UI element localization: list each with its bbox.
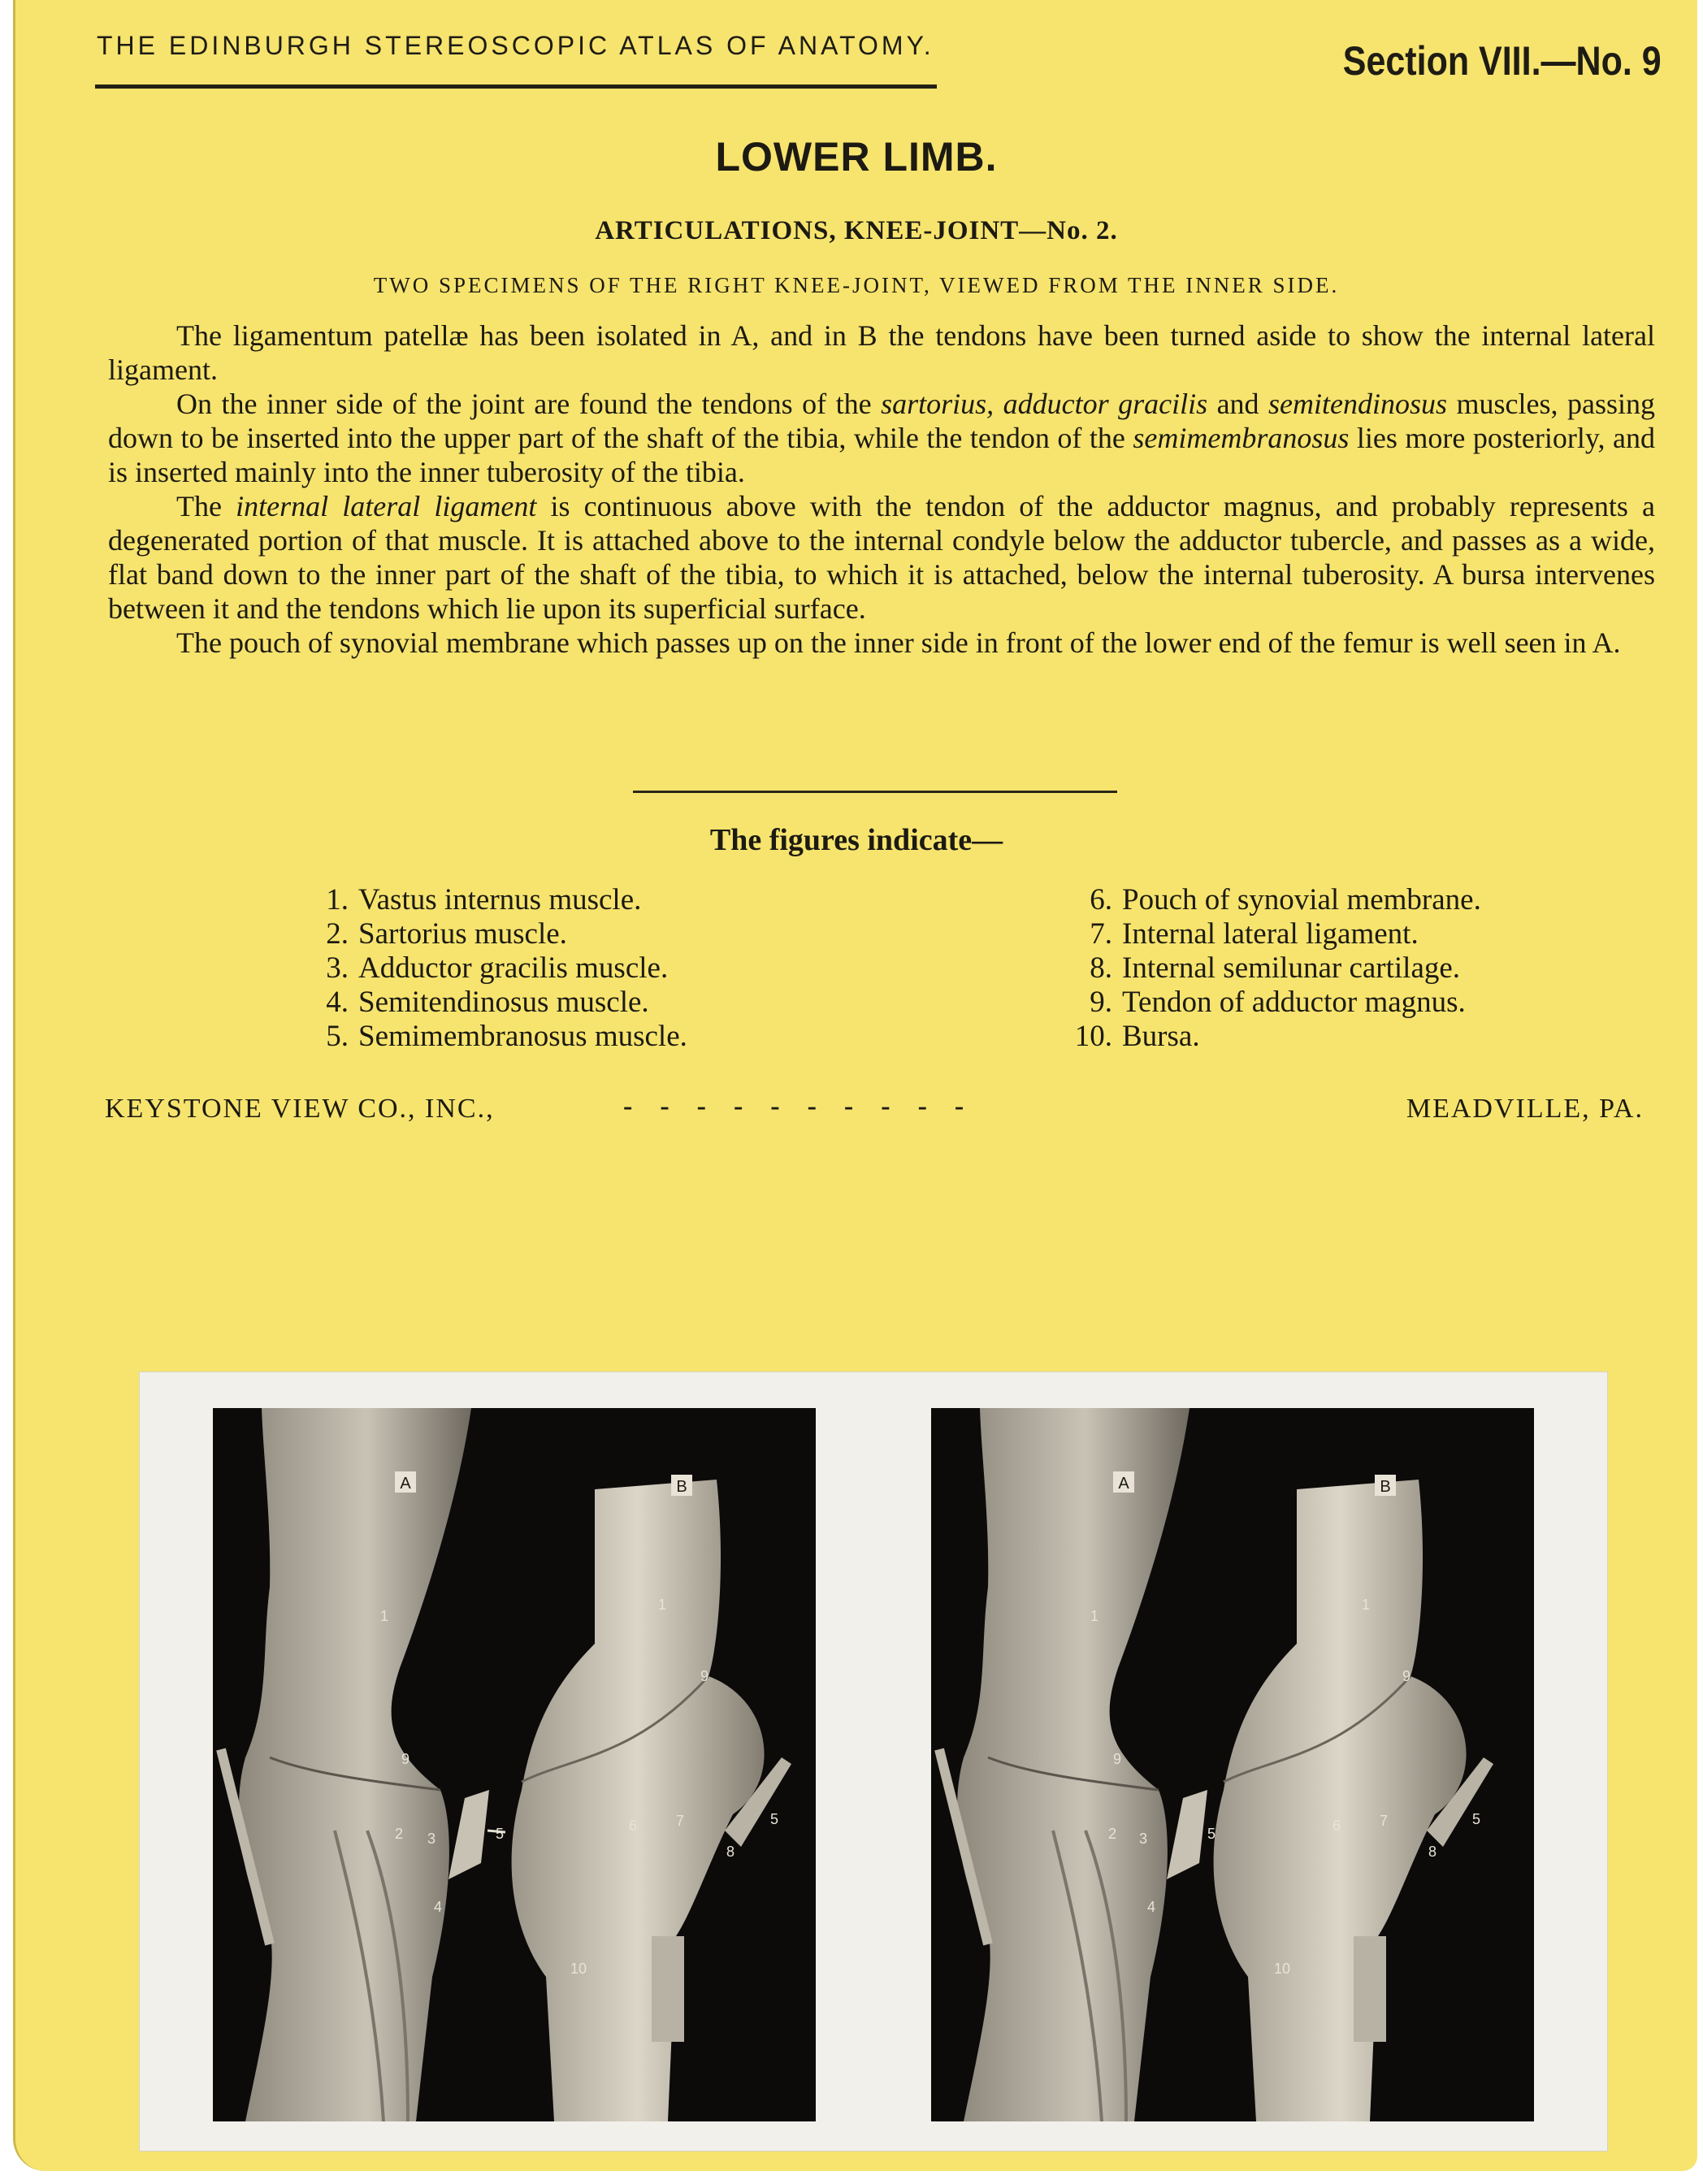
label-7: 7: [1380, 1813, 1389, 1829]
legend-item: 6. Pouch of synovial membrane.: [1090, 883, 1481, 916]
label-9-a: 9: [1113, 1751, 1122, 1767]
legend-right-column: [1064, 883, 1481, 1054]
stereo-photo-left: [213, 1408, 816, 2121]
label-a: A: [1118, 1475, 1129, 1493]
description-text: [108, 318, 1655, 660]
specimen-b: [512, 1480, 791, 2121]
label-2: 2: [395, 1826, 404, 1842]
label-a: A: [400, 1475, 411, 1493]
paragraph-2: On the inner side of the joint are found the tendons of the sartorius, adductor gracilis and semitendinosus muscles, passing down to be inserted into the upper part of the shaft of the tibia, while the tendon of the semimembranosus lies more posteriorly, and is inserted mainly into the inner tuberosity of the tibia.: [108, 388, 1655, 488]
page-title: LOWER LIMB.: [715, 134, 998, 180]
label-5-b: 5: [770, 1811, 779, 1827]
label-10: 10: [1274, 1961, 1291, 1977]
label-8: 8: [1428, 1844, 1437, 1860]
label-1-b: 1: [658, 1597, 667, 1613]
legend-item: 9. Tendon of adductor magnus.: [1090, 986, 1466, 1019]
label-6: 6: [1332, 1818, 1341, 1834]
publisher-name: KEYSTONE VIEW CO., INC.,: [105, 1094, 495, 1124]
label-1-a: 1: [380, 1608, 389, 1624]
label-5-a: 5: [496, 1826, 505, 1842]
legend-item: 1. Vastus internus muscle.: [326, 883, 642, 916]
specimen-caption: TWO SPECIMENS OF THE RIGHT KNEE-JOINT, VIEWED FROM THE INNER SIDE.: [373, 273, 1340, 297]
label-b: B: [676, 1478, 687, 1496]
label-3: 3: [427, 1831, 436, 1847]
atlas-card: [13, 0, 1697, 2171]
paragraph-4: The pouch of synovial membrane which passes up on the inner side in front of the lower end of the femur is well seen in A.: [176, 626, 1621, 659]
page-subtitle: ARTICULATIONS, KNEE-JOINT—No. 2.: [595, 216, 1118, 245]
label-4: 4: [1147, 1899, 1156, 1915]
header-rule: [95, 84, 937, 89]
label-6: 6: [629, 1818, 638, 1834]
label-5-a: 5: [1207, 1826, 1216, 1842]
specimen-a: [939, 1408, 1207, 2121]
figures-heading: The figures indicate—: [709, 823, 1003, 857]
legend-item: 2. Sartorius muscle.: [326, 917, 567, 951]
label-2: 2: [1108, 1826, 1117, 1842]
label-4: 4: [434, 1899, 443, 1915]
section-divider: [633, 791, 1117, 793]
legend-item: 3. Adductor gracilis muscle.: [326, 951, 669, 985]
stereo-photo-right: [931, 1408, 1534, 2121]
legend-item: 4. Semitendinosus muscle.: [326, 986, 649, 1019]
label-b: B: [1380, 1478, 1391, 1496]
label-9-b: 9: [1402, 1668, 1411, 1684]
label-9-b: 9: [700, 1668, 709, 1684]
specimen-b: [1214, 1480, 1493, 2121]
legend-left-column: [300, 883, 687, 1054]
specimen-a: [221, 1408, 505, 2121]
atlas-title: THE EDINBURGH STEREOSCOPIC ATLAS OF ANATOMY.: [97, 31, 934, 60]
paragraph-3: The internal lateral ligament is continuous above with the tendon of the adductor magnus, and probably represents a degenerated portion of that muscle. It is attached above to the internal condyle below the adductor tubercle, and passes as a wide, flat band down to the inner part of the shaft of the tibia, to which it is attached, below the internal tuberosity. A bursa intervenes between it and the tendons which lie upon its superficial surface.: [108, 490, 1655, 625]
stereo-photo-mount: [139, 1372, 1608, 2152]
label-10: 10: [570, 1961, 587, 1977]
label-3: 3: [1139, 1831, 1148, 1847]
label-5-b: 5: [1472, 1811, 1481, 1827]
legend-item: 10. Bursa.: [1074, 1020, 1200, 1053]
section-number: Section VIII.—No. 9: [1343, 38, 1662, 84]
paragraph-1: The ligamentum patellæ has been isolated in A, and in B the tendons have been turned aside to show the internal lateral ligament.: [108, 319, 1655, 386]
label-7: 7: [676, 1813, 685, 1829]
label-1-a: 1: [1090, 1608, 1099, 1624]
legend-item: 5. Semimembranosus muscle.: [326, 1020, 687, 1053]
label-8: 8: [726, 1844, 735, 1860]
legend-item: 7. Internal lateral ligament.: [1090, 917, 1419, 951]
label-1-b: 1: [1362, 1597, 1371, 1613]
publisher-location: MEADVILLE, PA.: [1406, 1094, 1644, 1124]
label-9-a: 9: [401, 1751, 410, 1767]
legend-item: 8. Internal semilunar cartilage.: [1090, 951, 1461, 985]
dash-leader: - - - - - - - - - -: [623, 1091, 964, 1121]
